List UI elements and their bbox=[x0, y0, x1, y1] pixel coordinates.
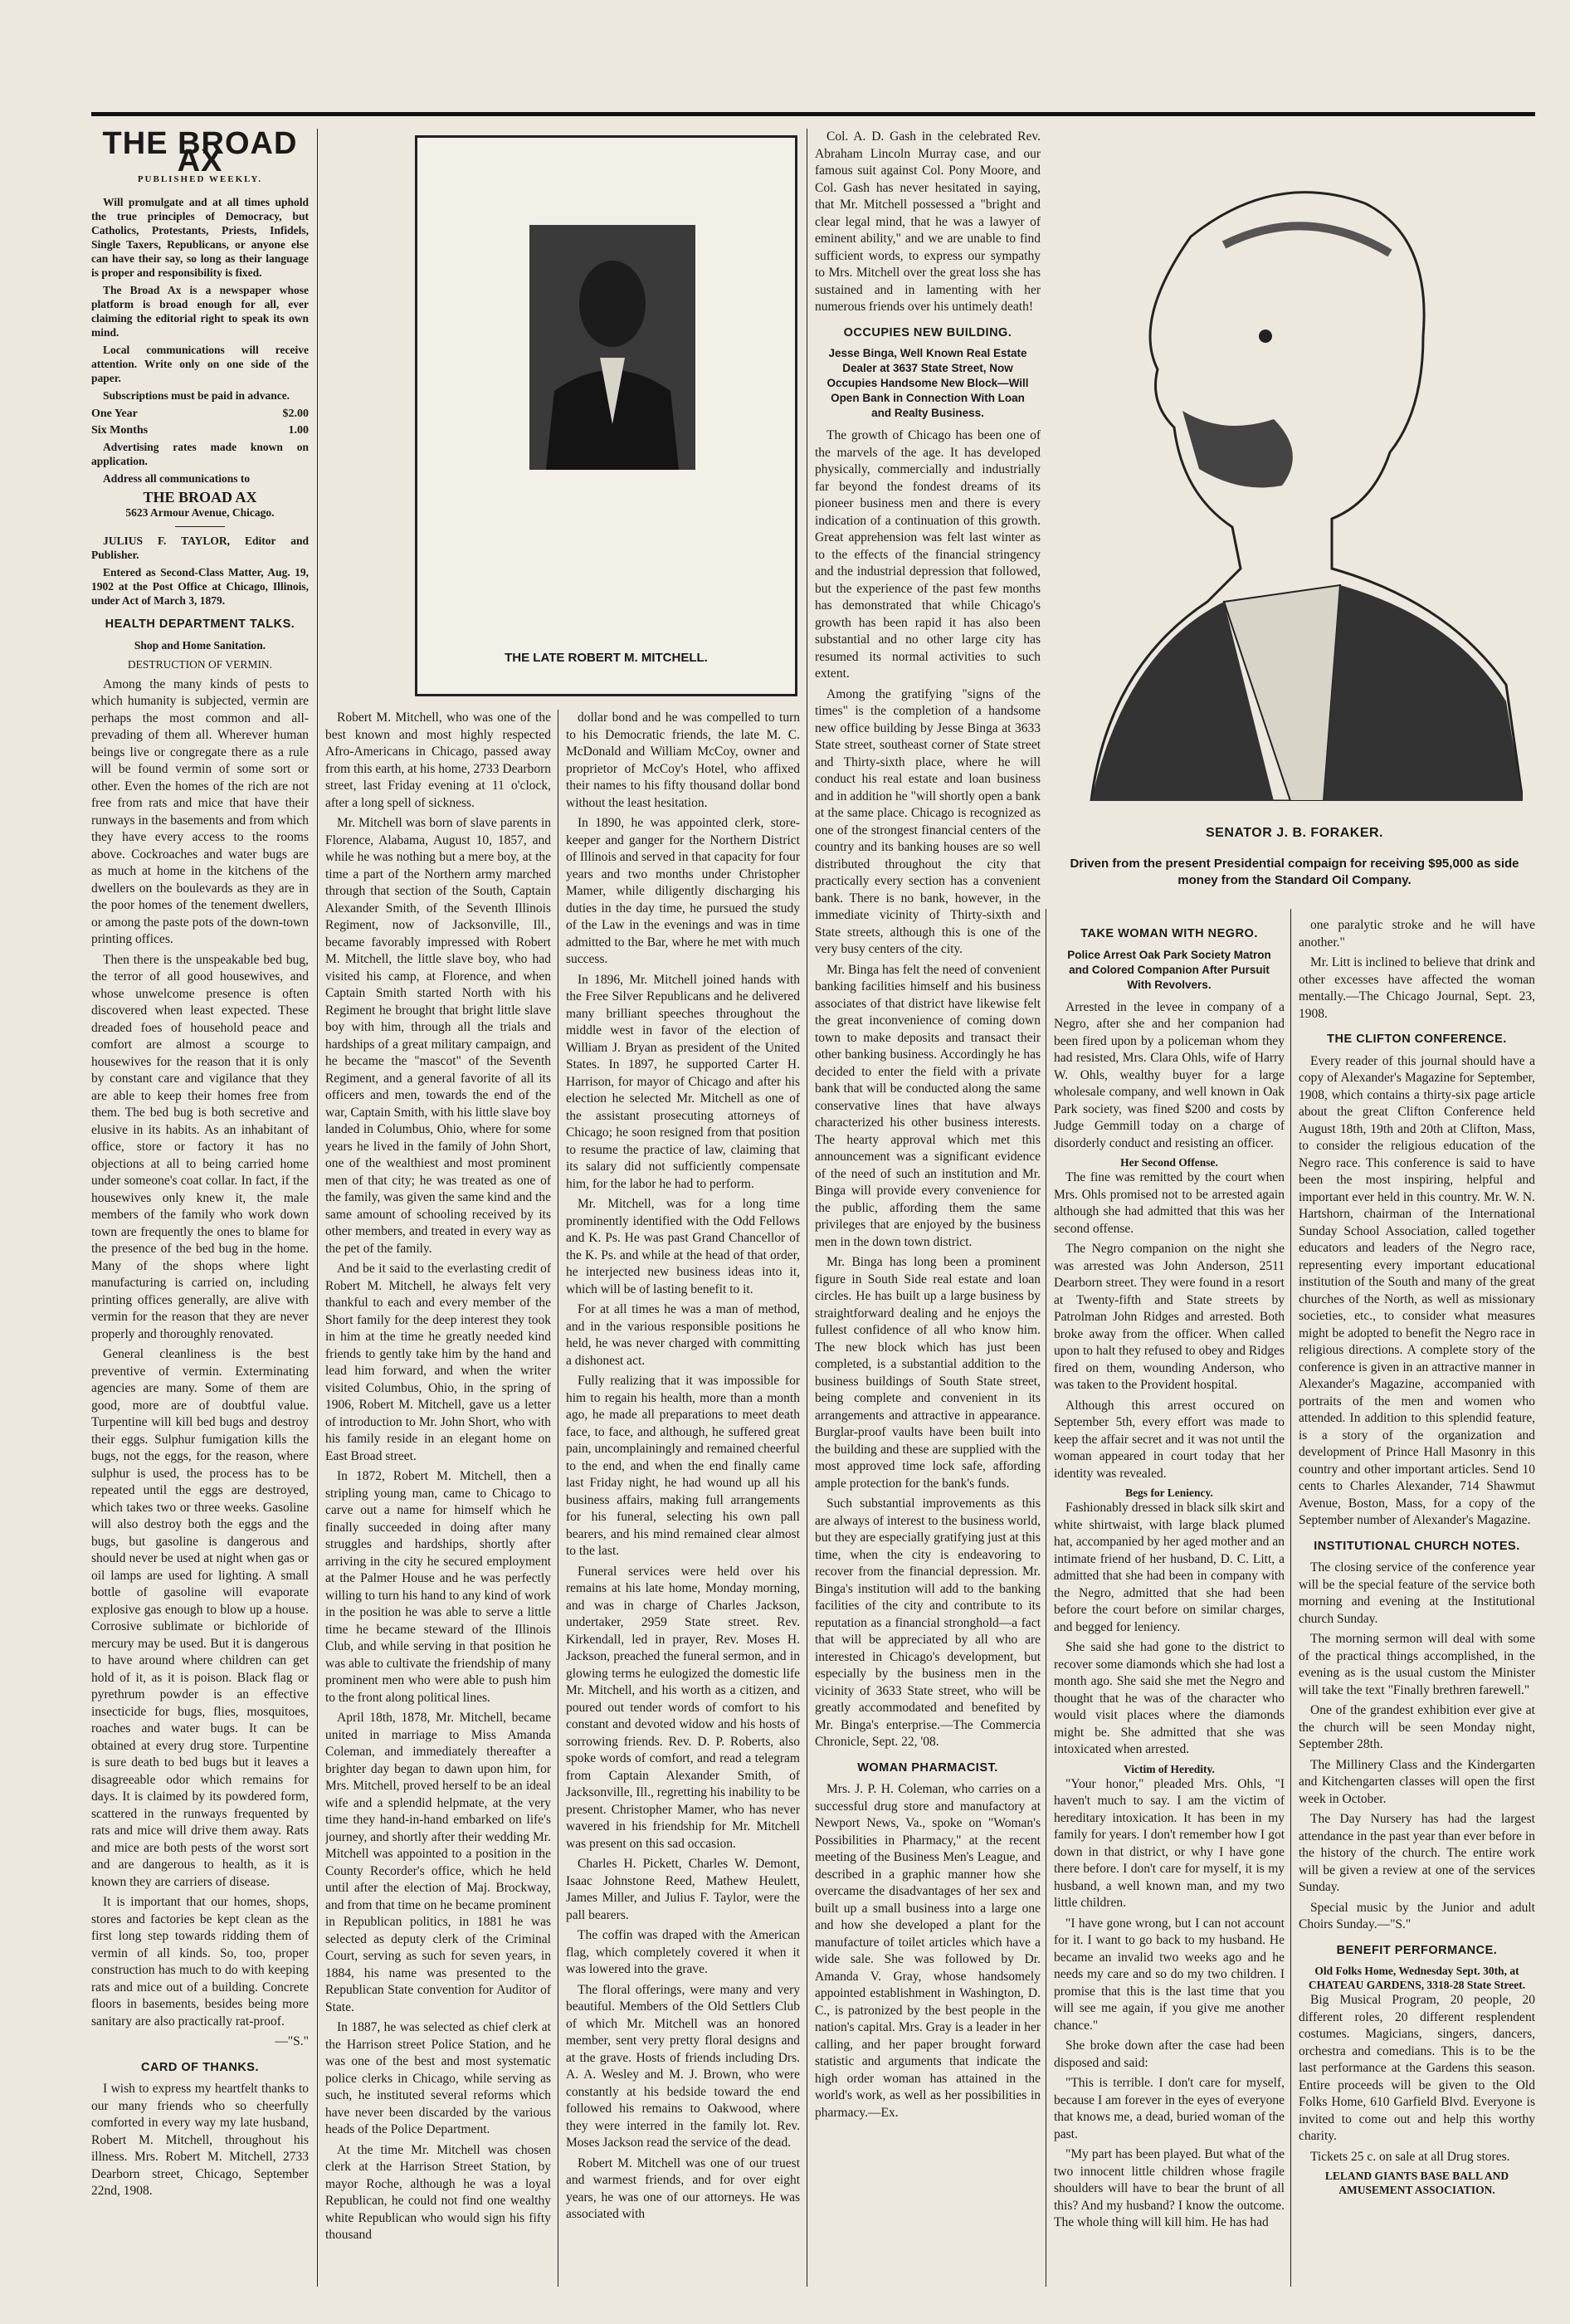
negro-h3: Begs for Leniency. bbox=[1125, 1487, 1213, 1499]
masthead-subtitle: PUBLISHED WEEKLY. bbox=[137, 174, 263, 184]
negro-p2: The fine was remitted by the court when Mrs. Ohls promised not to be arrested again although she had admitted that this was her second offense. bbox=[1054, 1170, 1285, 1236]
mitchell-c3p11: Robert M. Mitchell was one of our truest and warmest friends, and for over eight years, he was one of our attorneys. He was associated with bbox=[566, 2156, 800, 2221]
church-p2: The morning sermon will deal with some of the practical things accomplished, in the evening as is the usual custom the Minister will take the text "Finally brethren farewell." bbox=[1299, 1632, 1535, 1697]
foraker-caption bbox=[1054, 826, 1535, 889]
rate-six-months: Six Months 1.00 bbox=[91, 424, 309, 437]
foraker-name: SENATOR J. B. FORAKER. bbox=[1206, 826, 1383, 840]
column-6 bbox=[1299, 917, 1535, 2287]
communications: Local communications will receive attention. Write only on one side of the paper. bbox=[91, 343, 309, 384]
health-heading: HEALTH DEPARTMENT TALKS. bbox=[105, 618, 295, 631]
mitchell-c3p6: Fully realizing that it was impossible for him to regain his health, more than a month ago, he made all preparations to meet death face, to face, and although, he suffered great pain, uncomplainingly and remained cheerful to the end, and when the end finally came last Friday night, he had wound up all his business affairs, making full arrangements for his funeral, selecting his own pall bearers, and his mind remained clear almost to the last. bbox=[566, 1374, 800, 1558]
street-address: 5623 Armour Avenue, Chicago. bbox=[125, 506, 275, 519]
address-line: Address all communications to bbox=[103, 471, 251, 485]
negro-p1: Arrested in the levee in company of a Negro, after she and her companion had been fired upon by a policeman whom they had resisted, Mrs. Clara Ohls, wife of Harry W. Ohls, wealthy buyer for a large wholesale company, and well known in Oak Park society, was fined $200 and costs by Judge Gemmill today on a charge of disorderly conduct and resisting an officer. bbox=[1054, 999, 1285, 1150]
health-subheading: Shop and Home Sanitation. bbox=[134, 638, 266, 652]
mitchell-c3p8: Charles H. Pickett, Charles W. Demont, Isaac Johnstone Reed, Mathew Heulett, James Miller, and Julius F. Taylor, were the pall bearers. bbox=[566, 1857, 800, 1922]
mitchell-c3p2: In 1890, he was appointed clerk, store-keeper and ganger for the Northern District of Illinois and served in that capacity for four years and two months under Christopher Mamer, while diligently discharging his duties in the day time, he pursued the study of the Law in the evenings and was in time admitted to the Bar, where he met with much success. bbox=[566, 816, 800, 966]
negro-p12: one paralytic stroke and he will have another." bbox=[1299, 918, 1535, 950]
mitchell-c2p2: Mr. Mitchell was born of slave parents in Florence, Alabama, August 10, 1857, and while he was nothing but a mere boy, at the time a part of the Northern army marched through that section of the South, Captain Alexander Smith, of the Seventh Illinois Regiment, now of Jacksonville, Ill., became favorably impressed with Robert M. Mitchell, the little slave boy, who had visited his camp, at Florence, and when Captain Smith started North with his Regiment he brought that bright little slave boy with him, through all the trials and hardships of a great military campaign, and he became the "mascot" of the Seventh Regiment, and a general favorite of all its officers and men, towards the end of the war, Captain Smith, with his little slave boy landed in Columbus, Ohio, where for some years he lived in the family of John Short, one of the wealthiest and most prominent men of that city; he was treated as one of the family, was given the same kind and the same amount of schooling received by its other members, and treated in every way as the pet of the family. bbox=[325, 816, 551, 1256]
mitchell-c3p1: dollar bond and he was compelled to turn to his Democratic friends, the late M. C. McDonald and William McCoy, owner and proprietor of McCoy's Hotel, who affixed their names to his fifty thousand dollar bond without the least hesitation. bbox=[566, 710, 800, 810]
negro-heading: TAKE WOMAN WITH NEGRO. bbox=[1080, 927, 1258, 940]
mitchell-c3p7: Funeral services were held over his remains at his late home, Monday morning, and was in charge of Charles Jackson, undertaker, 2959 State street. Rev. Kirkendall, led in prayer, Rev. Moses H. Jackson, preached the funeral sermon, and in glowing terms he eulogized the domestic life Mr. Mitchell, and his worth as a citizen, and poured out tender words of comfort to his constant and devoted widow and his hosts of sorrowing friends. Rev. D. P. Roberts, also spoke words of comfort, and read a telegram from Captain Alexander Smith, of Jacksonville, Ill., regretting his inability to be present. Christopher Mamer, who has never wavered in his friendship for Mr. Mitchell was present on this sad occasion. bbox=[566, 1564, 800, 1851]
negro-h2: Her Second Offense. bbox=[1120, 1156, 1218, 1169]
mitchell-c2p3: And be it said to the everlasting credit of Robert M. Mitchell, he always felt very thankful to each and every member of the Short family for the deep interest they took in him at the time he greatly needed kind friends to gently take him by the hand and lead him forward, and when the writer visited Columbus, Ohio, in the spring of 1906, Robert M. Mitchell, gave us a letter of introduction to Mr. John Short, who with his family reside in an elegant home on East Broad street. bbox=[325, 1262, 551, 1463]
building-p4: Mr. Binga has long been a prominent figure in South Side real estate and loan circles. He has built up a large business by straightforward dealing and he enjoys the fullest confidence of all who know him. The new block which has just been completed, is a substantial addition to the business buildings of South State street, being complete and convenient in its arrangements and attractive in appearance. Burglar-proof vaults have been built into the building and these are supplied with the most approved time lock safe, affording ample protection for the bank's funds. bbox=[815, 1255, 1041, 1491]
negro-p6: She said she had gone to the district to recover some diamonds which she had lost a month ago. She said she met the Negro and thought that he was of the character who would visit places where the diamonds might be. She admitted that she was intoxicated when arrested. bbox=[1054, 1640, 1285, 1756]
mitchell-c3p5: For at all times he was a man of method, and in the various responsible positions he held, he was never charged with committing a dishonest act. bbox=[566, 1302, 800, 1368]
church-heading: INSTITUTIONAL CHURCH NOTES. bbox=[1314, 1539, 1520, 1553]
advertising: Advertising rates made known on application. bbox=[91, 440, 309, 467]
negro-p3: The Negro companion on the night she was arrested was John Anderson, 2511 Dearborn street. They were found in a resort at Twenty-fifth and State streets by Patrolman John Ridges and arrested. Both broke away from the officer. When called upon to halt they refused to obey and Ridges fired on them, wounding Anderson, who was taken to the Provident hospital. bbox=[1054, 1242, 1285, 1392]
mitchell-portrait-photo bbox=[529, 225, 695, 470]
benefit-p2: Tickets 25 c. on sale at all Drug stores. bbox=[1310, 2149, 1510, 2164]
negro-p11: "My part has been played. But what of the two innocent little children whose fragile shoulders will have to bear the brunt of all this? And my husband? I know the outcome. The whole thing will kill him. He has had bbox=[1054, 2147, 1285, 2229]
foraker-engraving bbox=[1058, 137, 1523, 801]
mitchell-c3p4: Mr. Mitchell, was for a long time prominently identified with the Odd Fellows and K. Ps. He was past Grand Chancellor of the K. Ps. and while at the head of that order, he interjected new business ideas into it, which will be of lasting benefit to it. bbox=[566, 1197, 800, 1296]
mitchell-c2p1: Robert M. Mitchell, who was one of the best known and most highly respected Afro-Americans in Chicago, passed away from this earth, at his home, 2733 Dearborn street, last Friday evening at 11 o'clock, after a long spell of sickness. bbox=[325, 710, 551, 810]
benefit-p1: Big Musical Program, 20 people, 20 different roles, 20 different resplendent costumes. Magicians, singers, dancers, orchestra and comedians. This is to be the last performance at the Gardens this season. Entire proceeds will be given to the Old Folks Home, 610 Garfield Blvd. Everyone is invited to come out and help this worthy charity. bbox=[1299, 1993, 1535, 2143]
health-p1: Among the many kinds of pests to which humanity is subjected, vermin are perhaps the most common and all-prevading of them all. Wherever human beings live or congregate there as a rule will be found vermin of some sort or other. Even the homes of the rich are not free from rats and mice that have their runways in the basements and from which they have every access to the rooms above. Cockroaches and water bugs are as much at home in the kitchens of the dwellers on the boulevards as they are in the poor homes of the tenement dwellers, or among the paste pots of the down-town printing offices. bbox=[91, 676, 309, 946]
mitchell-c2p6: In 1887, he was selected as chief clerk at the Harrison street Police Station, and he was one of the best and most systematic police clerks in Chicago, while serving as such, he instituted several reforms which have never been discarded by the various heads of the Police Department. bbox=[325, 2020, 551, 2136]
mitchell-c2p5: April 18th, 1878, Mr. Mitchell, became united in marriage to Miss Amanda Coleman, and immediately thereafter a brighter day began to dawn upon him, for Mrs. Mitchell, proved herself to be an ideal wife and a splendid helpmate, at the very time they hand-in-hand embarked on life's journey, and shortly after their wedding Mr. Mitchell was appointed to a position in the County Recorder's office, which he held until after the election of Maj. Brockway, and from that time on he became prominent in Republican politics, in 1881 he was selected as deputy clerk of the Criminal Court, serving as such for seven years, in 1884, his name was presented to the Republican State convention for Auditor of State. bbox=[325, 1711, 551, 2014]
building-p2: Among the gratifying "signs of the times" is the completion of a handsome new office building by Jesse Binga at 3633 State street, southeast corner of State street and Thirty-sixth place, where he will conduct his real estate and loan business and in addition he "will shortly open a bank at the same place. Chicago is recognized as one of the strongest financial centers of the country and its banking houses are so well distributed throughout the city that practically every section has a convenient bank. There is no bank, however, in the immediate vicinity of Thirty-sixth and State streets, although this is one of the very busy centers of the city. bbox=[815, 686, 1041, 956]
health-p4: It is important that our homes, shops, stores and factories be kept clean as the first long step towards ridding them of vermin of all kinds. So, too, proper construction has much to do with keeping rats and mice out of a building. Concrete floors in basements, besides being more sanitary are also practically rat-proof. bbox=[91, 1895, 309, 2029]
clifton-p1: Every reader of this journal should have a copy of Alexander's Magazine for September, 1908, which contains a thirty-six page article about the great Clifton Conference held August 18th, 19th and 20th at Clifton, Mass, to consider the religious education of the Negro race. This conference is said to have been the most inspiring, helpful and important ever held in this country. Mr. W. N. Hartshorn, chairman of the International Sunday School Association, called together educators and leaders of the Negro race, representing every important educational institution of the South and many of the great churches of the North, as well as missionary societies, etc., to consider what measures might be adopted to benefit the Negro race in religious directions. A complete story of the conference is given in an attractive manner in Alexander's Magazine, accompanied with portraits of the men and women who attended. In addition to this splendid feature, is a story of the organization and development of Prince Hall Masonry in this country and other important articles. Send 10 cents to Charles Alexander, 714 Shawmut Avenue, Boston, Mass, for a copy of the September number of Alexander's Magazine. bbox=[1299, 1053, 1535, 1527]
top-rule bbox=[91, 112, 1535, 116]
mitchell-c4p1: Col. A. D. Gash in the celebrated Rev. Abraham Lincoln Murray case, and our famous suit against Col. Pony Moore, and Col. Gash has never hesitated in saying, that Mr. Mitchell possessed a "bright and clear legal mind, that he was a lawyer of eminent ability," and we are unable to find sufficient words, to express our sympathy to Mrs. Mitchell over the great loss she has sustained and in lamenting with her numerous friends over his untimely death! bbox=[815, 129, 1041, 314]
mitchell-photo-frame bbox=[415, 135, 797, 696]
column-rule bbox=[317, 129, 318, 2287]
building-subhead: Jesse Binga, Well Known Real Estate Dealer at 3637 State Street, Now Occupies Handsome New Block—Will Open Bank in Connection With Loan and Realty Business. bbox=[826, 347, 1029, 419]
policy: Will promulgate and at all times uphold the true principles of Democracy, but Catholics, Protestants, Priests, Infidels, Single Taxers, Republicans, or anyone else can have their say, so long as their language is proper and responsibility is fixed. bbox=[91, 195, 309, 279]
health-p2: Then there is the unspeakable bed bug, the terror of all good housewives, and whose unwelcome presence is often discovered when least expected. These dreaded foes of household peace and comfort are almost a scourge to housewives for the reason that it is only by constant care and vigilance that they are able to keep their homes free from them. The bed bug is both secretive and elusive in its habits. As an inhabitant of office, store or factory it has no objections at all to being carried home under someone's coat collar. In fact, if the housewives only knew it, the male members of the family who work down town are frequently the ones to blame for the presence of the bed bug in the home. Many of the shops where light manufacturing is carried on, including printing offices generally, are alive with vermin for the reason that they are never properly and thoroughly renovated. bbox=[91, 952, 309, 1341]
column-2 bbox=[325, 710, 551, 2287]
newspaper-page bbox=[91, 79, 1535, 2287]
health-sign: —"S." bbox=[275, 2034, 309, 2048]
negro-subhead: Police Arrest Oak Park Society Matron and Colored Companion After Pursuit With Revolvers. bbox=[1067, 948, 1271, 991]
pharmacist-p1: Mrs. J. P. H. Coleman, who carries on a successful drug store and manufactory at Newport News, Va., spoke on "Woman's Possibilities in Pharmacy," at the recent meeting of the Business Men's League, and described in a graphic manner how she overcame the disadvantages of her sex and built up a small business into a large one and how she developed a plant for the manufacture of toilet articles which have a wide sale. She was followed by Dr. Amanda V. Gray, whose handsomely appointed establishment in Washington, D. C., is patronized by the best people in the nation's capital. Mrs. Gray is a leader in her calling, and her paper brought forward statistic and arguments that indicate the high order woman has attained in the world's work, as well as her possibilities in pharmacy.—Ex. bbox=[815, 1782, 1041, 2120]
editor: JULIUS F. TAYLOR, Editor and Publisher. bbox=[91, 535, 309, 561]
mitchell-c3p10: The floral offerings, were many and very beautiful. Members of the Old Settlers Club of which Mr. Mitchell was an honored member, sent very pretty floral designs and at the grave. Hosts of friends including Drs. A. A. Wesley and M. J. Brown, who were constantly at his bedside toward the end followed his remains to Oakwood, where they were interred in the family lot. Rev. Moses Jackson read the service of the dead. bbox=[566, 1982, 800, 2150]
entry-notice: Entered as Second-Class Matter, Aug. 19, 1902 at the Post Office at Chicago, Illinois, under Act of March 3, 1879. bbox=[91, 566, 309, 607]
column-1 bbox=[91, 129, 309, 2287]
negro-p4: Although this arrest occured on September 5th, every effort was made to keep the affair secret and it was not until the woman appeared in court today that her identity was revealed. bbox=[1054, 1398, 1285, 1481]
negro-p9: She broke down after the case had been disposed and said: bbox=[1054, 2038, 1285, 2070]
column-5 bbox=[1054, 917, 1285, 2287]
building-heading: OCCUPIES NEW BUILDING. bbox=[843, 325, 1012, 339]
building-p5: Such substantial improvements as this are always of interest to the business world, but they are especially gratifying just at this time, when the city is endeavoring to recover from the financial depression. Mr. Binga's institution will add to the banking facilities of the city and contribute to its reputation as a financial stronghold—a fact that will be appreciated by all who are interested in Chicago's development, but especially by the business men in the vicinity of 3633 State street, who will be greatly accommodated and benefited by Mr. Binga's enterprise.—The Commercia Chronicle, Sept. 22, '08. bbox=[815, 1496, 1041, 1749]
negro-p5: Fashionably dressed in black silk skirt and white shirtwaist, with large black plumed hat, accompanied by her aged mother and an intimate friend of her husband, D. C. Litt, a admitted that she had been in company with the Negro, admitted that she had been before the court before on similar charges, and begged for leniency. bbox=[1054, 1501, 1285, 1634]
masthead-title: THE BROAD AX bbox=[102, 129, 298, 178]
thanks-heading: CARD OF THANKS. bbox=[140, 2060, 260, 2074]
foraker-description: Driven from the present Presidential compaign for receiving $95,000 as side money from the Standard Oil Company. bbox=[1070, 857, 1519, 887]
divider bbox=[175, 526, 225, 527]
health-title: DESTRUCTION OF VERMIN. bbox=[127, 657, 273, 671]
subscriptions: Subscriptions must be paid in advance. bbox=[103, 388, 290, 402]
building-p3: Mr. Binga has felt the need of convenient banking facilities himself and his business associates of that district have likewise felt the great inconvenience of coming down town to make deposits and transact their other banking business. Accordingly he has decided to enter the field with a private bank that will be conducted along the same conservative lines that have always characterized his other business interests. The hearty approval which met this announcement was a significant evidence of the need of such an institution and Mr. Binga will provide every convenience for the public, affording them the same privileges that are enjoyed by the business men in the down town district. bbox=[815, 962, 1041, 1249]
mitchell-c2p7: At the time Mr. Mitchell was chosen clerk at the Harrison Street Station, by mayor Roche, although he was a loyal Republican, he could not find one wealthy white Republican who would sign his fifty thousand bbox=[325, 2142, 551, 2242]
name-repeat: THE BROAD AX bbox=[143, 488, 257, 505]
church-p1: The closing service of the conference year will be the special feature of the service both morning and evening at the Institutional church Sunday. bbox=[1299, 1560, 1535, 1626]
column-rule bbox=[1290, 909, 1291, 2287]
negro-p10: "This is terrible. I don't care for myself, because I am forever in the eyes of everyone that knows me, a dead, buried woman of the past. bbox=[1054, 2076, 1285, 2141]
portrait-figure-icon bbox=[529, 225, 695, 470]
church-p3: One of the grandest exhibition ever give at the church will be seen Monday night, September 28th. bbox=[1299, 1703, 1535, 1751]
mitchell-c3p3: In 1896, Mr. Mitchell joined hands with the Free Silver Republicans and he delivered many brilliant speeches throughout the middle west in favor of the election of William J. Bryan as president of the United States. In 1897, he supported Carter H. Harrison, for mayor of Chicago and after his election he selected Mr. Mitchell as one of the assistant prosecuting attorneys of Chicago; he soon resigned from that position to resume the practice of law, claiming that its salary did not sufficiently compensate him, for the labor he had to perform. bbox=[566, 972, 800, 1191]
pharmacist-heading: WOMAN PHARMACIST. bbox=[857, 1760, 998, 1775]
health-p3: General cleanliness is the best preventive of vermin. Exterminating agencies are many. Some of them are good, more are of doubtful value. Turpentine will kill bed bugs and destroy their eggs. Sulphur fumigation kills the bugs, not the eggs, for the reason, where sulphur is used, the process has to be repeated until the eggs are destroyed, which takes two or three weeks. Gasoline will also destroy both the eggs and the bugs, but gasoline is dangerous and should never be used at night when gas or oil lamps are used for lighting. A small bottle of gasoline will evaporate explosive gas enough to blow up a house. Corrosive sublimate or bichloride of mercury may be used. But it is dangerous to have around where children can get hold of it, as it is poison. Black flag or pyrethrum powder is an effective insecticide for bugs, flies, mosquitoes, roaches and water bugs. It can be obtained at every drug store. Turpentine is sure death to bed bugs but it leaves a disagreeable odor which remains for days. It is claimed by its powdered form, scattered in the runways frequented by rats and mice will drive them away. Rats and mice are both pests of the worst sort and are dangerous to health, as it is known they are carriers of disease. bbox=[91, 1347, 309, 1889]
description: The Broad Ax is a newspaper whose platform is broad enough for all, ever claiming the editorial right to speak its own mind. bbox=[91, 283, 309, 339]
benefit-line1: Old Folks Home, Wednesday Sept. 30th, at CHATEAU GARDENS, 3318-28 State Street. bbox=[1308, 1965, 1526, 1991]
mitchell-c3p9: The coffin was draped with the American flag, which completely covered it when it was lowered into the grave. bbox=[566, 1928, 800, 1976]
benefit-p3: LELAND GIANTS BASE BALL AND AMUSEMENT ASSOCIATION. bbox=[1324, 2170, 1509, 2196]
mitchell-c2p4: In 1872, Robert M. Mitchell, then a stripling young man, came to Chicago to carve out a name for himself which he finally succeeded in doing after many struggles and hardships, shortly after arriving in the city he secured employment at the Palmer House and he was perfectly willing to turn his hand to any kind of work in the position he was able to serve a little time he became steward of the Illinois Club, and while serving in that position he was able to cultivate the friendship of many prominent men who were able to push him to the front along political lines. bbox=[325, 1469, 551, 1705]
benefit-heading: BENEFIT PERFORMANCE. bbox=[1336, 1943, 1498, 1957]
negro-p7: "Your honor," pleaded Mrs. Ohls, "I haven't much to say. I am the victim of hereditary intoxication. It has been in my family for years. I don't remember how I got down in that district, or why I have gone there before. I don't care for myself, it is my husband, a well known man, and my two little children. bbox=[1054, 1776, 1285, 1910]
thanks-text: I wish to express my heartfelt thanks to our many friends who so cheerfully comforted in every way my late husband, Robert M. Mitchell, throughout his illness. Mrs. Robert M. Mitchell, 2733 Dearborn street, Chicago, September 22nd, 1908. bbox=[91, 2082, 309, 2198]
church-p6: Special music by the Junior and adult Choirs Sunday.—"S." bbox=[1299, 1900, 1535, 1931]
negro-p13: Mr. Litt is inclined to believe that drink and other excesses have affected the woman mentally.—The Chicago Journal, Sept. 23, 1908. bbox=[1299, 955, 1535, 1021]
column-3 bbox=[566, 710, 800, 2287]
negro-p8: "I have gone wrong, but I can not account for it. I want to go back to my husband. He became an invalid two weeks ago and he needs my care and so do my two children. I promise that this is the last time that you will see me again, if you give me another chance." bbox=[1054, 1916, 1285, 2033]
church-p5: The Day Nursery has had the largest attendance in the past year than ever before in the history of the church. The entire work will be given a review at one of the services Sunday. bbox=[1299, 1812, 1535, 1894]
building-p1: The growth of Chicago has been one of the marvels of the age. It has developed physically, commercially and industrially far beyond the fondest dreams of its pioneer business men and there is every indication of a continuation of this growth. Great apprehension was felt last winter as to the effects of the financial stringency and the industrial depression that followed, but the experience of the past few months has demonstrated that while Chicago's growth has been rapid it has also been substantial and no other large city has resumed its normal activities to such extent. bbox=[815, 428, 1041, 681]
negro-h4: Victim of Heredity. bbox=[1124, 1762, 1215, 1775]
column-4 bbox=[815, 129, 1041, 2287]
clifton-heading: THE CLIFTON CONFERENCE. bbox=[1327, 1033, 1507, 1046]
rate-one-year: One Year $2.00 bbox=[91, 407, 309, 420]
church-p4: The Millinery Class and the Kindergarten and Kitchengarten classes will open the first week in October. bbox=[1299, 1757, 1535, 1806]
foraker-portrait-icon bbox=[1058, 137, 1523, 801]
mitchell-caption: THE LATE ROBERT M. MITCHELL. bbox=[505, 651, 708, 665]
